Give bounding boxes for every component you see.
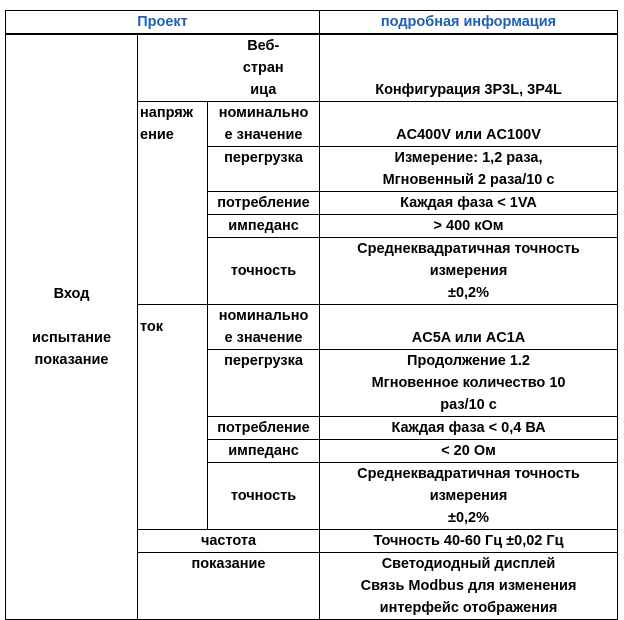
webpage-label: Веб- стран ица [208, 34, 320, 102]
current-nominal-label: номинально е значение [208, 305, 320, 350]
current-impedance-label: импеданс [208, 440, 320, 463]
current-impedance-value: < 20 Ом [320, 440, 618, 463]
display-label: показание [138, 553, 320, 620]
current-consumption-label: потребление [208, 417, 320, 440]
current-accuracy-value: Среднеквадратичная точность измерения ±0,2% [320, 463, 618, 530]
group-label-input: Вход [53, 286, 90, 302]
voltage-overload-label: перегрузка [208, 147, 320, 192]
header-details: подробная информация [320, 11, 618, 35]
group-label-test: испытание [31, 330, 112, 346]
voltage-accuracy-label: точность [208, 238, 320, 305]
header-project: Проект [6, 11, 320, 35]
group-label-cell [6, 34, 138, 620]
webpage-value: Конфигурация 3P3L, 3P4L [320, 34, 618, 102]
current-label: ток [138, 305, 208, 530]
spec-table [5, 10, 618, 620]
row-webpage [6, 34, 618, 102]
frequency-value: Точность 40-60 Гц ±0,02 Гц [320, 530, 618, 553]
voltage-impedance-value: > 400 кОм [320, 215, 618, 238]
voltage-impedance-label: импеданс [208, 215, 320, 238]
current-overload-label: перегрузка [208, 350, 320, 417]
voltage-nominal-value: AC400V или AC100V [320, 102, 618, 147]
current-nominal-value: AC5A или AC1A [320, 305, 618, 350]
header-row [6, 11, 618, 35]
group-label-reading: показание [34, 352, 109, 368]
voltage-overload-value: Измерение: 1,2 раза, Мгновенный 2 раза/10 с [320, 147, 618, 192]
display-value: Светодиодный дисплей Связь Modbus для изменения интерфейс отображения [320, 553, 618, 620]
voltage-consumption-value: Каждая фаза < 1VA [320, 192, 618, 215]
current-overload-value: Продолжение 1.2 Мгновенное количество 10 раз/10 с [320, 350, 618, 417]
voltage-nominal-label: номинально е значение [208, 102, 320, 147]
current-consumption-value: Каждая фаза < 0,4 ВА [320, 417, 618, 440]
voltage-accuracy-value: Среднеквадратичная точность измерения ±0,2% [320, 238, 618, 305]
voltage-consumption-label: потребление [208, 192, 320, 215]
voltage-label: напряж ение [138, 102, 208, 305]
frequency-label: частота [138, 530, 320, 553]
current-accuracy-label: точность [208, 463, 320, 530]
